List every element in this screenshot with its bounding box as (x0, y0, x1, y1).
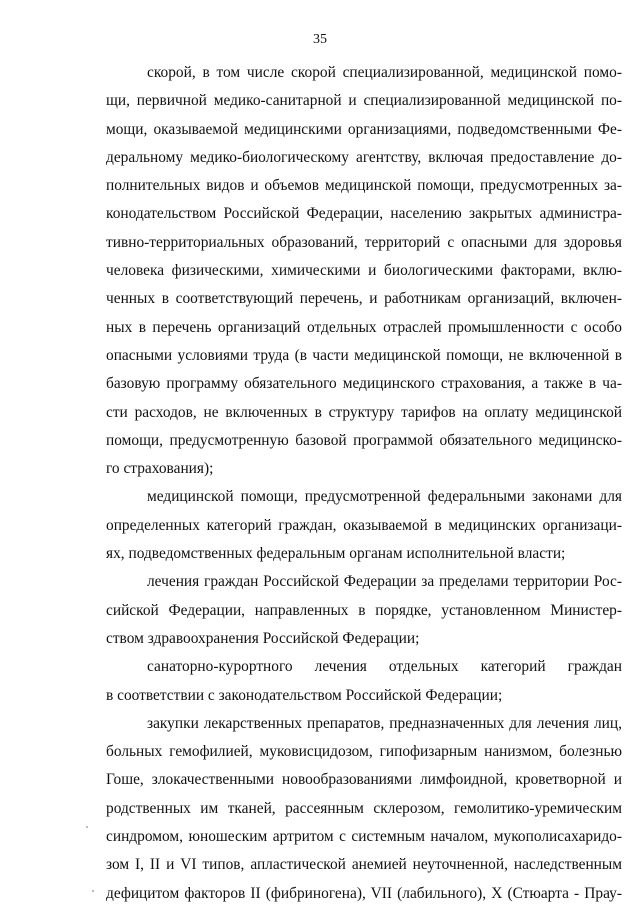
text-line: в соответствии с законодательством Российской Федерации; (106, 686, 503, 704)
text-line: родственных им тканей, рассеянным склерозом, гемолитико-уремическим (106, 799, 622, 817)
text-line: больных гемофилией, муковисцидозом, гипофизарным нанизмом, болезнью (106, 743, 622, 761)
text-line: опасными условиями труда (в части медицинской помощи, не включенной в (106, 346, 622, 364)
text-line: дефицитом факторов II (фибриногена), VII (лабильного), X (Стюарта - Прау- (106, 884, 622, 902)
text-line: ством здравоохранения Российской Федерации; (106, 629, 420, 647)
page-number: 35 (313, 32, 327, 47)
text-line: человека физическими, химическими и биологическими факторами, вклю- (106, 262, 622, 280)
text-line: закупки лекарственных препаратов, предназначенных для лечения лиц, (147, 714, 622, 732)
text-line: санаторно-курортного лечения отдельных категорий граждан (147, 658, 622, 676)
text-line: конодательством Российской Федерации, населению закрытых администра- (106, 205, 622, 223)
text-line: щи, первичной медико-санитарной и специализированной медицинской по- (106, 92, 622, 110)
scan-artifact (86, 826, 88, 828)
text-line: зом I, II и VI типов, апластической анемией неуточненной, наследственным (106, 856, 622, 874)
text-line: ях, подведомственных федеральным органам исполнительной власти; (106, 545, 566, 563)
text-line: сийской Федерации, направленных в порядке, установленном Министер- (106, 601, 622, 619)
text-line: го страхования); (106, 460, 214, 478)
text-line: Гоше, злокачественными новообразованиями лимфоидной, кроветворной и (106, 771, 622, 789)
text-line: помощи, предусмотренную базовой программой обязательного медицинско- (106, 431, 622, 449)
text-line: полнительных видов и объемов медицинской помощи, предусмотренных за- (106, 177, 622, 195)
scan-artifact (92, 890, 94, 892)
text-line: тивно-территориальных образований, территорий с опасными для здоровья (106, 233, 622, 251)
text-line: ных в перечень организаций отдельных отраслей промышленности с особо (106, 318, 622, 336)
document-body (106, 59, 622, 908)
text-line: деральному медико-биологическому агентству, включая предоставление до- (106, 148, 622, 166)
text-line: лечения граждан Российской Федерации за пределами территории Рос- (147, 573, 622, 591)
text-line: базовую программу обязательного медицинского страхования, а также в ча- (106, 375, 622, 393)
text-line: ченных в соответствующий перечень, и работникам организаций, включен- (106, 290, 622, 308)
text-line: медицинской помощи, предусмотренной федеральными законами для (147, 488, 622, 506)
text-line: сти расходов, не включенных в структуру тарифов на оплату медицинской (106, 403, 622, 421)
text-line: синдромом, юношеским артритом с системным началом, мукополисахаридо- (106, 828, 622, 846)
text-line: скорой, в том числе скорой специализированной, медицинской помо- (147, 64, 622, 81)
text-line: определенных категорий граждан, оказываемой в медицинских организаци- (106, 516, 622, 534)
text-line: мощи, оказываемой медицинскими организациями, подведомственными Фе- (106, 120, 622, 138)
